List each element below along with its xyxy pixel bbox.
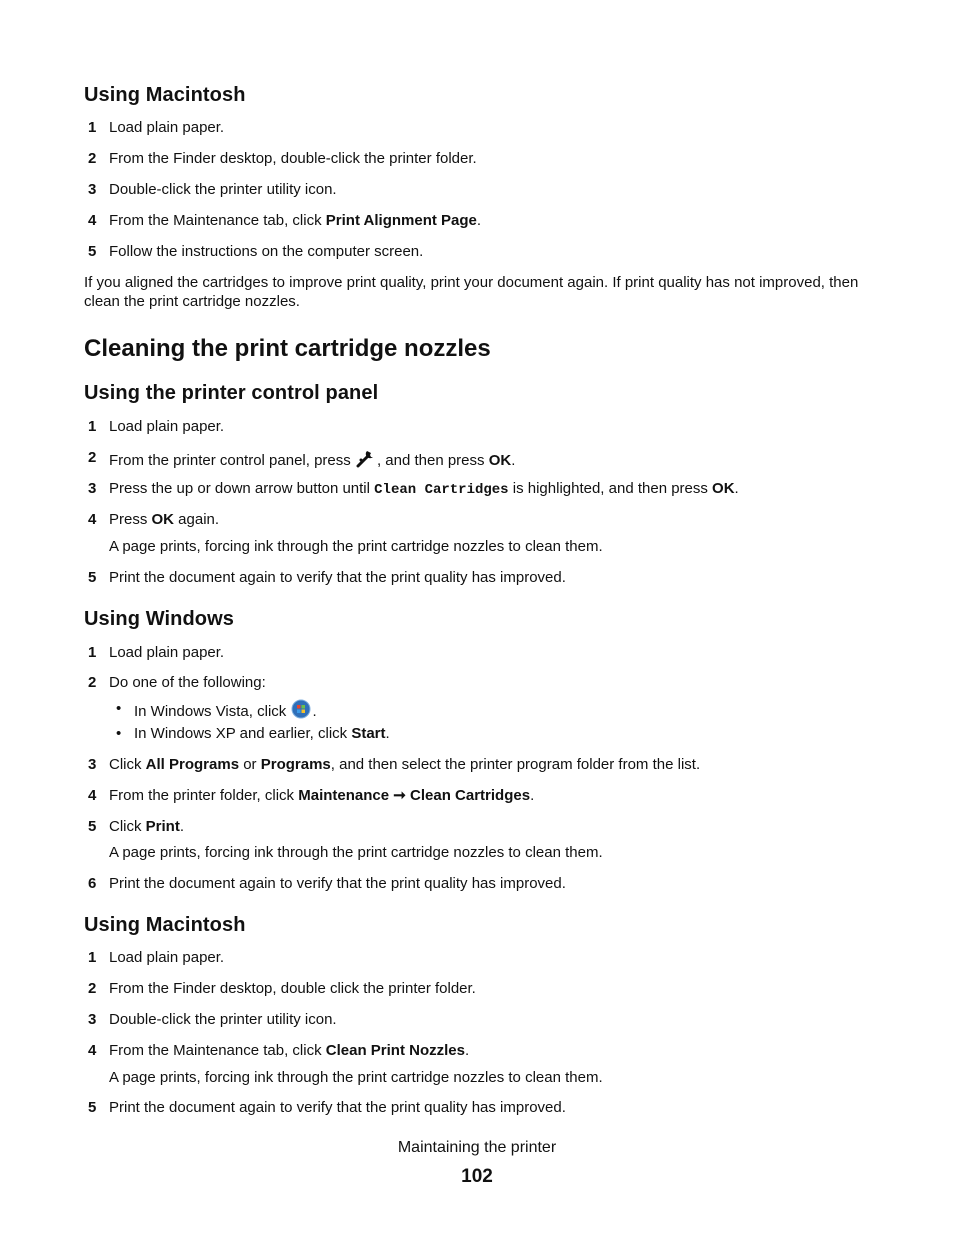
footer-chapter-title: Maintaining the printer xyxy=(397,1139,557,1156)
windows-start-orb-icon xyxy=(290,699,312,725)
page-title: Cleaning the print cartridge nozzles xyxy=(84,335,491,362)
page-number: 102 xyxy=(461,1166,493,1187)
section-heading-control-panel: Using the printer control panel xyxy=(84,382,379,404)
alignment-followup-paragraph: If you aligned the cartridges to improve print quality, print your document again. If print quality has not improved, then clean the print cartridge nozzles. xyxy=(84,274,859,310)
section-heading-macintosh-alignment: Using Macintosh xyxy=(84,84,246,106)
step-note: A page prints, forcing ink through the print cartridge nozzles to clean them. xyxy=(109,1069,603,1086)
step-note: A page prints, forcing ink through the print cartridge nozzles to clean them. xyxy=(109,538,603,555)
wrench-setup-icon xyxy=(355,448,377,474)
step-note: A page prints, forcing ink through the print cartridge nozzles to clean them. xyxy=(109,844,603,861)
section-heading-macintosh-cleaning: Using Macintosh xyxy=(84,914,246,936)
menu-item-code: Clean Cartridges xyxy=(374,482,509,498)
menu-arrow-icon: ➞ xyxy=(393,787,406,804)
section-heading-windows: Using Windows xyxy=(84,608,235,630)
